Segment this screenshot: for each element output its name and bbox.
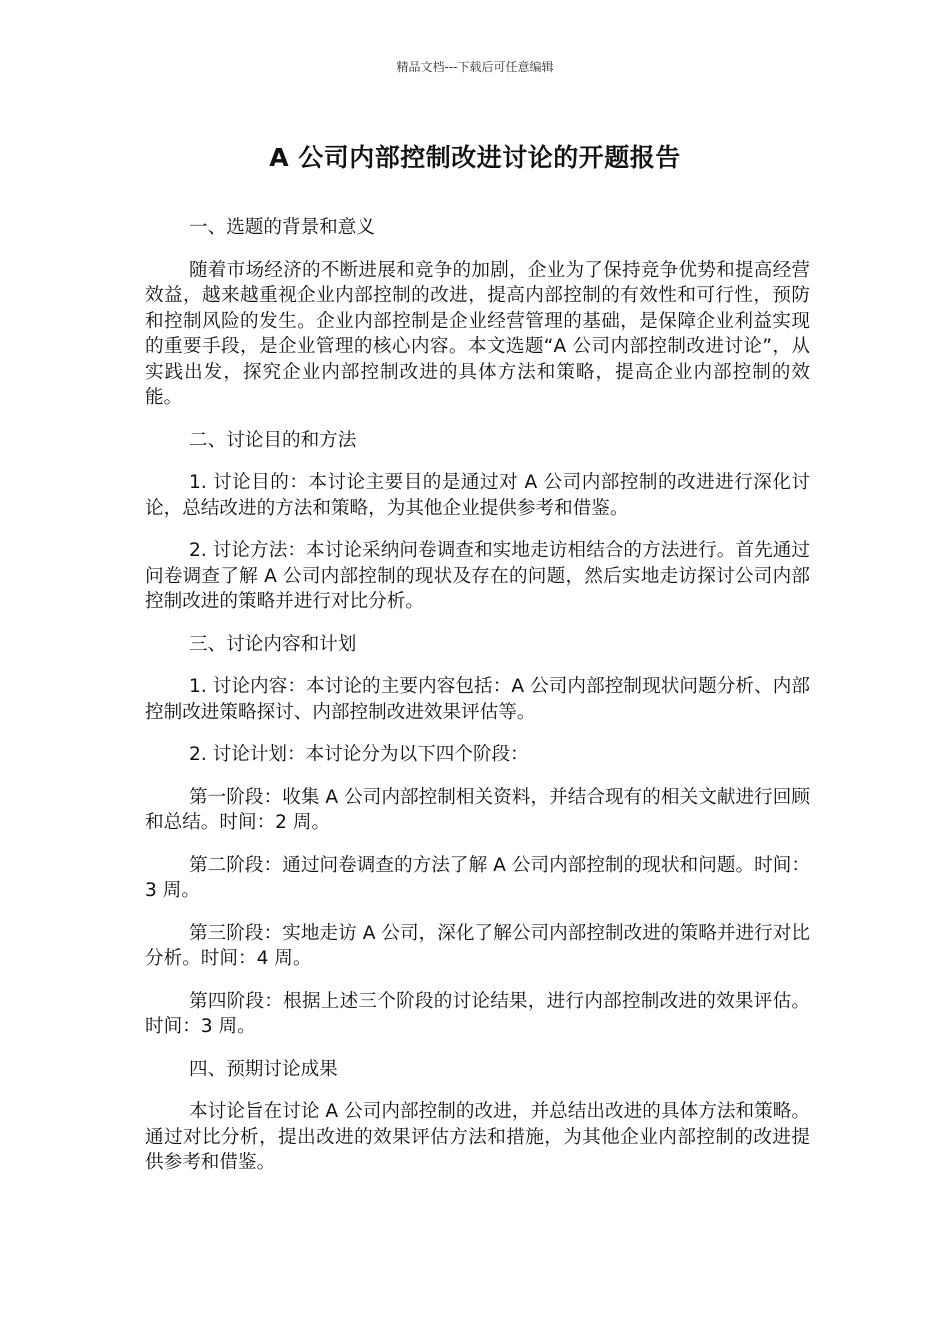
document-body bbox=[145, 215, 810, 1193]
paragraph-plan: 2. 讨论计划：本讨论分为以下四个阶段： bbox=[189, 744, 529, 765]
document-title: A 公司内部控制改进讨论的开题报告 bbox=[269, 143, 681, 172]
paragraph-stage-3: 第三阶段：实地走访 A 公司，深化了解公司内部控制改进的策略并进行对比分析。时间：4 周。 bbox=[145, 922, 810, 969]
section-heading-purpose-method: 二、讨论目的和方法 bbox=[189, 429, 357, 451]
paragraph-expected-results: 本讨论旨在讨论 A 公司内部控制的改进，并总结出改进的具体方法和策略。通过对比分析，提出改进的效果评估方法和措施，为其他企业内部控制的改进提供参考和借鉴。 bbox=[145, 1101, 810, 1173]
paragraph-stage-2: 第二阶段：通过问卷调查的方法了解 A 公司内部控制的现状和问题。时间：3 周。 bbox=[145, 854, 810, 901]
section-heading-background: 一、选题的背景和意义 bbox=[189, 217, 375, 238]
section-heading-content-plan: 三、讨论内容和计划 bbox=[189, 633, 357, 655]
paragraph-method: 2. 讨论方法：本讨论采纳问卷调查和实地走访相结合的方法进行。首先通过问卷调查了解 A 公司内部控制的现状及存在的问题，然后实地走访探讨公司内部控制改进的策略并进行对比分析。 bbox=[145, 540, 810, 612]
paragraph-purpose: 1. 讨论目的：本讨论主要目的是通过对 A 公司内部控制的改进进行深化讨论，总结改进的方法和策略，为其他企业提供参考和借鉴。 bbox=[145, 472, 810, 519]
header-note: 精品文档---下载后可任意编辑 bbox=[396, 60, 554, 74]
paragraph-background: 随着市场经济的不断进展和竞争的加剧，企业为了保持竞争优势和提高经营效益，越来越重视企业内部控制的改进，提高内部控制的有效性和可行性，预防和控制风险的发生。企业内部控制是企业经营管理的基础，是保障企业利益实现的重要手段，是企业管理的核心内容。本文选题“A 公司内部控制改进讨论”，从实践出发，探究企业内部控制改进的具体方法和策略，提高企业内部控制的效能。 bbox=[145, 259, 810, 408]
paragraph-content: 1. 讨论内容：本讨论的主要内容包括：A 公司内部控制现状问题分析、内部控制改进策略探讨、内部控制改进效果评估等。 bbox=[145, 676, 810, 723]
paragraph-stage-1: 第一阶段：收集 A 公司内部控制相关资料，并结合现有的相关文献进行回顾和总结。时间：2 周。 bbox=[145, 786, 810, 833]
paragraph-stage-4: 第四阶段：根据上述三个阶段的讨论结果，进行内部控制改进的效果评估。时间：3 周。 bbox=[145, 990, 810, 1037]
section-heading-expected-results: 四、预期讨论成果 bbox=[189, 1058, 338, 1080]
